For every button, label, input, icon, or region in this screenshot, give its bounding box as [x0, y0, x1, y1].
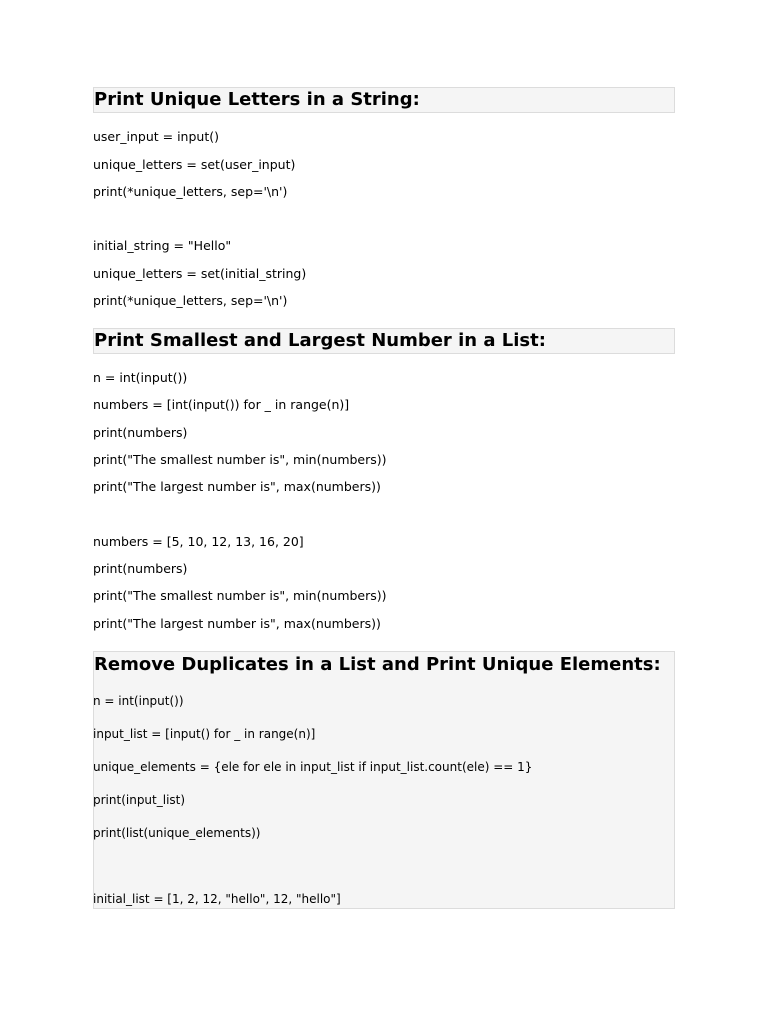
code-line: print("The smallest number is", min(numbers)) — [93, 588, 387, 603]
code-line: print(numbers) — [93, 425, 188, 440]
section-heading-remove-duplicates: Remove Duplicates in a List and Print Unique Elements: — [94, 654, 661, 675]
section-heading-box-unique-letters — [93, 87, 675, 113]
code-line: print("The largest number is", max(numbers)) — [93, 616, 381, 631]
code-line: numbers = [5, 10, 12, 13, 16, 20] — [93, 534, 304, 549]
section-heading-box-smallest-largest — [93, 328, 675, 354]
code-line: print(input_list) — [93, 793, 186, 807]
code-line: initial_string = "Hello" — [93, 238, 232, 253]
code-line: input_list = [input() for _ in range(n)] — [93, 727, 316, 741]
code-line: n = int(input()) — [93, 694, 184, 708]
code-line: print(list(unique_elements)) — [93, 826, 261, 840]
section-heading-smallest-largest: Print Smallest and Largest Number in a List: — [94, 330, 546, 351]
section-heading-unique-letters: Print Unique Letters in a String: — [94, 89, 420, 110]
code-line: unique_elements = {ele for ele in input_list if input_list.count(ele) == 1} — [93, 760, 533, 774]
code-line: print("The smallest number is", min(numbers)) — [93, 452, 387, 467]
code-line: print(*unique_letters, sep='\n') — [93, 184, 288, 199]
code-line: unique_letters = set(user_input) — [93, 157, 296, 172]
code-line: numbers = [int(input()) for _ in range(n)] — [93, 397, 350, 412]
code-line: print(numbers) — [93, 561, 188, 576]
code-line: initial_list = [1, 2, 12, "hello", 12, "hello"] — [93, 892, 341, 906]
code-line: print("The largest number is", max(numbers)) — [93, 479, 381, 494]
code-line: print(*unique_letters, sep='\n') — [93, 293, 288, 308]
code-line: user_input = input() — [93, 129, 219, 144]
code-line: unique_letters = set(initial_string) — [93, 266, 307, 281]
code-line: n = int(input()) — [93, 370, 188, 385]
section-block-remove-duplicates — [93, 651, 675, 909]
